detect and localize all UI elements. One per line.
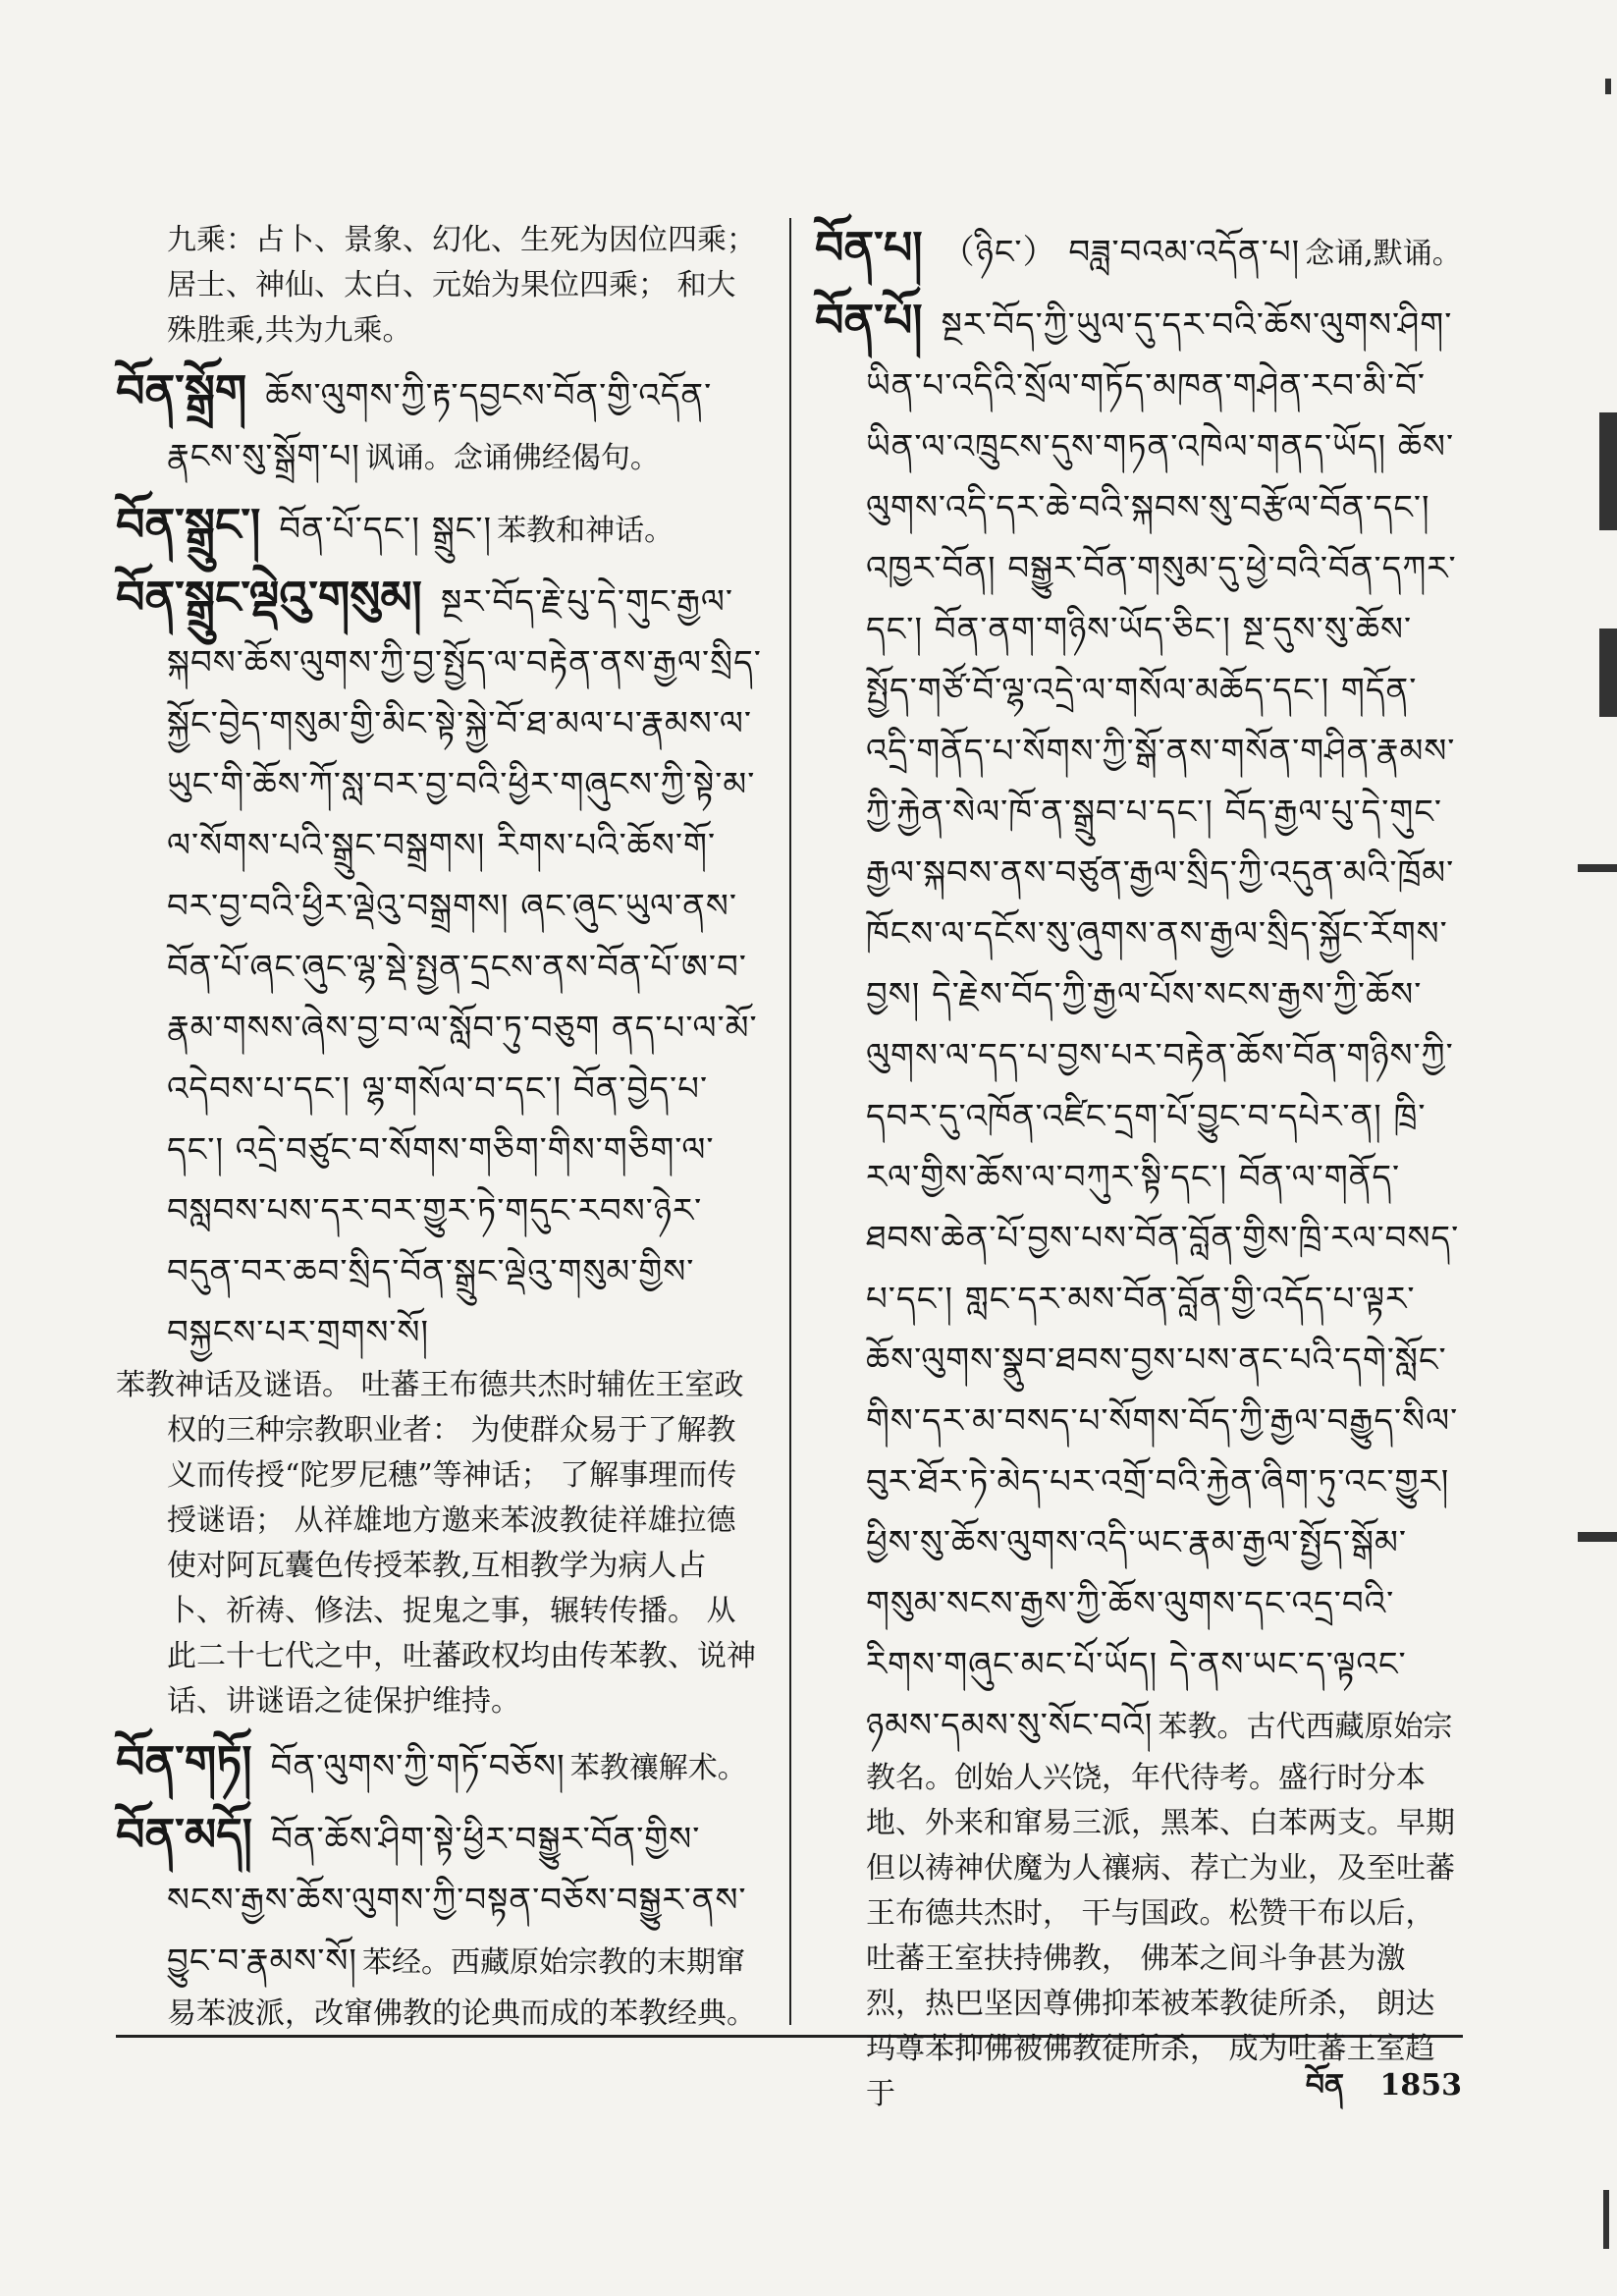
scan-edge-mark [1578, 1532, 1617, 1542]
chinese-definition: 讽诵。念诵佛经偈句。 [364, 441, 660, 475]
headword: བོན་སྒྲོག [116, 364, 247, 417]
entry-bon-pa [815, 218, 1463, 283]
chinese-definition: 苯教和神话。 [497, 514, 674, 548]
chinese-definition: 苯教。古代西藏原始宗教名。创始人兴饶，年代待考。盛行时分本地、外来和窜易三派，黑苯、白苯两支。早期但以祷神伏魔为人禳病、荐亡为业，及至吐蕃王布德共杰时， 干与国政。松赞干布以后，吐蕃王室扶持佛教， 佛苯之间斗争甚为激烈，热巴坚因尊佛抑苯被苯教徒所杀， 朗达玛尊苯抑佛被佛教徒所杀， 成为吐蕃王室趋于 [866, 1710, 1455, 2111]
headword: བོན་སྒྲུང་། [116, 498, 261, 551]
tibetan-definition: སྔར་བོད་ཀྱི་ཡུལ་དུ་དར་བའི་ཆོས་ལུགས་ཤིག་ཡིན་པ་འདིའི་སྲོལ་གཏོད་མཁན་གཤེན་རབ་མི་བོ་ཡིན་ལ་འཁྲུངས་དུས་གཏན་འཁེལ་གནད་ཡོད། ཆོས་ལུགས་འདི་དར་ཆེ་བའི་སྐབས་སུ་བརྩོལ་བོན་དང་། འཁྱར་བོན། བསྒྱུར་བོན་གསུམ་དུ་ཕྱེ་བའི་བོན་དཀར་དང་། བོན་ནག་གཉིས་ཡོད་ཅིང་། སྔ་དུས་སུ་ཆོས་སྤྱོད་གཙོ་བོ་ལྷ་འདྲེ་ལ་གསོལ་མཆོད་དང་། གདོན་འདྲི་གནོད་པ་སོགས་ཀྱི་སྒོ་ནས་གསོན་གཤིན་རྣམས་ཀྱི་རྐྱེན་སེལ་ཁོ་ན་སྒྲུབ་པ་དང་། བོད་རྒྱལ་པུ་དེ་གུང་རྒྱལ་སྐབས་ནས་བཙུན་རྒྱལ་སྲིད་ཀྱི་འདུན་མའི་ཁྲོམ་ཁོངས་ལ་དངོས་སུ་ཞུགས་ནས་རྒྱལ་སྲིད་སྐྱོང་རོགས་བྱས། དེ་རྗེས་བོད་ཀྱི་རྒྱལ་པོས་སངས་རྒྱས་ཀྱི་ཆོས་ལུགས་ལ་དད་པ་བྱས་པར་བརྟེན་ཆོས་བོན་གཉིས་ཀྱི་དབར་དུ་འཁོན་འཛིང་དྲག་པོ་བྱུང་བ་དཔེར་ན། ཁྲི་རལ་གྱིས་ཆོས་ལ་བཀུར་སྟི་དང་། བོན་ལ་གནོད་ཐབས་ཆེན་པོ་བྱས་པས་བོན་བློན་གྱིས་ཁྲི་རལ་བསད་པ་དང་། གླང་དར་མས་བོན་བློན་གྱི་འདོད་པ་ལྟར་ཆོས་ལུགས་སྣུབ་ཐབས་བྱས་པས་ནང་པའི་དགེ་སློང་གིས་དར་མ་བསད་པ་སོགས་བོད་ཀྱི་རྒྱལ་བརྒྱུད་སིལ་བུར་ཐོར་ཏེ་མེད་པར་འགྲོ་བའི་རྐྱེན་ཞིག་ཏུ་འང་གྱུར། ཕྱིས་སུ་ཆོས་ལུགས་འདི་ཡང་རྣམ་རྒྱལ་སྤྱོད་སྒོམ་གསུམ་སངས་རྒྱས་ཀྱི་ཆོས་ལུགས་དང་འདྲ་བའི་རིགས་གཞུང་མང་པོ་ཡོད། དེ་ནས་ཡང་ད་ལྟའང་ཉམས་དམས་སུ་སོང་བའོ། [866, 305, 1460, 1745]
headword: བོན་སྒྲུང་ལྡེའུ་གསུམ། [116, 571, 422, 624]
entry-bon-to [116, 1732, 764, 1797]
entry-bon-drog [116, 361, 764, 487]
tibetan-definition: བོན་ལུགས་ཀྱི་གཏོ་བཅོས། [270, 1747, 566, 1786]
chinese-definition: 苯经。西藏原始宗教的末期窜易苯波派，改窜佛教的论典而成的苯教经典。 [167, 1945, 756, 2031]
scan-edge-mark [1605, 79, 1611, 94]
tibetan-definition: ཆོས་ལུགས་ཀྱི་རྟ་དབྱངས་བོན་གྱི་འདོན་རྣངས་སུ་སྒྲོག་པ། [167, 376, 713, 476]
page-number: 1853 [1379, 2068, 1462, 2103]
intro-chinese: 九乘：占卜、景象、幻化、生死为因位四乘；居士、神仙、太白、元始为果位四乘； 和大殊胜乘,共为九乘。 [167, 223, 756, 348]
entry-bon-po [815, 291, 1463, 2117]
headword: བོན་མདོ། [116, 1808, 252, 1861]
column-divider [789, 218, 791, 2025]
entry-bon-do [116, 1805, 764, 2037]
left-column [116, 218, 764, 2045]
headword: བོན་པ། [815, 221, 923, 274]
tibetan-definition: སྔར་བོད་རྗེ་པུ་དེ་གུང་རྒྱལ་སྐབས་ཆོས་ལུགས་ཀྱི་བྱ་སྤྱོད་ལ་བརྟེན་ནས་རྒྱལ་སྲིད་སྐྱོང་བྱེད་གསུམ་གྱི་མིང་སྟེ་སྐྱེ་བོ་ཐ་མལ་པ་རྣམས་ལ་ཡུང་གི་ཆོས་ཀོ་སླ་བར་བྱ་བའི་ཕྱིར་གཞུངས་ཀྱི་སྟེ་མ་ལ་སོགས་པའི་སྒྲུང་བསྒྲགས། རིགས་པའི་ཆོས་གོ་བར་བྱ་བའི་ཕྱིར་ལྡེའུ་བསྒྲགས། ཞང་ཞུང་ཡུལ་ནས་བོན་པོ་ཞང་ཞུང་ལྷ་སྡེ་སྤྱན་དྲངས་ནས་བོན་པོ་ཨ་བ་རྣམ་གསས་ཞེས་བྱ་བ་ལ་སློབ་ཏུ་བཅུག ནད་པ་ལ་མོ་འདེབས་པ་དང་། ལྷ་གསོལ་བ་དང་། བོན་བྱེད་པ་དང་། འདྲེ་བཙུང་བ་སོགས་གཅིག་གིས་གཅིག་ལ་བསླབས་པས་དར་བར་གྱུར་ཏེ་གདུང་རབས་ཉེར་བདུན་བར་ཆབ་སྲིད་བོན་སྒྲུང་ལྡེའུ་གསུམ་གྱིས་བསྐྱངས་པར་གྲགས་སོ། [167, 582, 762, 1352]
headword: བོན་པོ། [815, 294, 923, 347]
scan-edge-mark [1599, 629, 1617, 717]
entry-bon-drung [116, 495, 764, 560]
tibetan-definition: （ཉིང་） བཟླ་བའམ་འདོན་པ། [941, 233, 1301, 272]
tibetan-definition: བོན་པོ་དང་། སྒྲུང་། [279, 510, 492, 549]
headword: བོན་གཏོ། [116, 1735, 252, 1788]
chinese-definition: 苯教禳解术。 [569, 1751, 747, 1785]
right-column [815, 218, 1463, 2125]
page-footer [1306, 2052, 1462, 2135]
scan-edge-mark [1603, 2190, 1609, 2249]
tibetan-definition: བོན་ཆོས་ཤིག་སྟེ་ཕྱིར་བསྒྱུར་བོན་གྱིས་སངས་རྒྱས་ཆོས་ལུགས་ཀྱི་བསྟན་བཅོས་བསྒྱུར་ནས་བྱུང་བ་རྣམས་སོ། [167, 1820, 747, 1981]
running-head-word: བོན [1305, 2068, 1345, 2103]
scan-edge-mark [1578, 864, 1617, 872]
entry-bon-drung-deu-sum [116, 568, 764, 1724]
intro-text [116, 218, 764, 354]
chinese-definition: 念诵,默诵。 [1305, 237, 1462, 271]
scan-edge-mark [1599, 412, 1617, 530]
chinese-definition: 苯教神话及谜语。 吐蕃王布德共杰时辅佐王室政权的三种宗教职业者： 为使群众易于了解教义而传授“陀罗尼穗”等神话； 了解事理而传授谜语； 从祥雄地方邀来苯波教徒祥雄拉德使对阿瓦囊色传授苯教,互相教学为病人占卜、祈祷、修法、捉鬼之事，辗转传播。 从此二十七代之中，吐蕃政权均由传苯教、说神话、讲谜语之徒保护维持。 [116, 1368, 756, 1719]
